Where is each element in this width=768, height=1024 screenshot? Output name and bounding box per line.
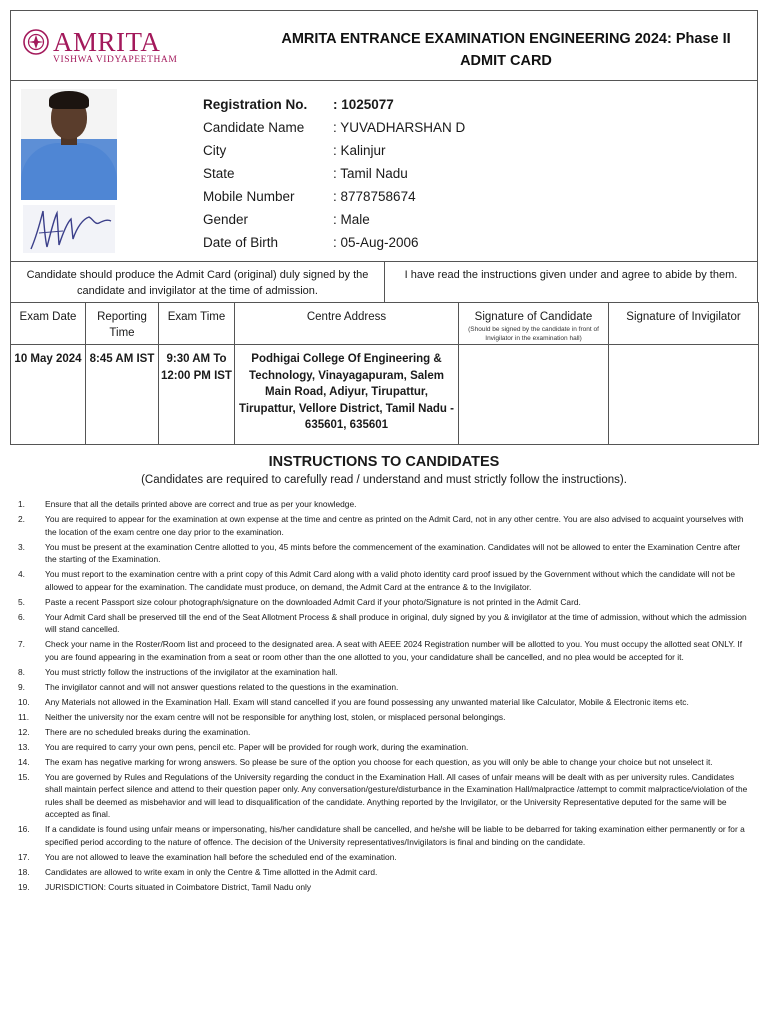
title-line-1: AMRITA ENTRANCE EXAMINATION ENGINEERING 2024: Phase II [281, 31, 731, 47]
list-item-number: 3. [18, 541, 25, 552]
logo-name: AMRITA [53, 27, 161, 57]
signature-candidate-note: (Should be signed by the candidate in front of Invigilator in the examination hall) [468, 326, 599, 342]
list-item-number: 14. [18, 756, 30, 767]
field-value: : 1025077 [333, 97, 394, 112]
list-item [18, 866, 748, 879]
field-label: Date of Birth [203, 235, 279, 250]
field-label: Registration No. [203, 97, 308, 112]
list-item-text: You are required to carry your own pens, pencil etc. Paper will be provided for rough work, during the examination. [45, 741, 469, 752]
list-item [18, 638, 748, 663]
candidate-signature-image [23, 205, 115, 253]
list-item-text: You are governed by Rules and Regulations of the University regarding the conduct in the Examination Hall. All cases of unfair means will be dealt with as per university rules. Candidates shall maintain perfect silence and attend to their question paper only. Any conversation/gesture/disturbance in the Examination Hall/malpractice /attempt to commit malpractice/violation of the rules shall be deemed as misbehavior and will lead to disqualification of the candidate. Anything reported by the Invigilator, or the University Representative deputed for the same will be accepted as final. [45, 771, 748, 819]
amrita-logo [23, 27, 183, 71]
signature-invigilator-cell [609, 345, 759, 445]
list-item [18, 596, 748, 609]
declaration-row [10, 261, 758, 303]
title-line-2: ADMIT CARD [460, 53, 552, 69]
instructions-subtitle: (Candidates are required to carefully read / understand and must strictly follow the instructions). [141, 474, 627, 486]
exam-date-cell: 10 May 2024 [11, 345, 86, 445]
list-item [18, 711, 748, 724]
list-item [18, 823, 748, 848]
list-item [18, 881, 748, 894]
field-value: : YUVADHARSHAN D [333, 120, 466, 135]
amrita-emblem-icon [23, 29, 49, 55]
list-item [18, 611, 748, 636]
field-label: City [203, 143, 227, 158]
list-item-number: 12. [18, 726, 30, 737]
list-item-number: 18. [18, 866, 30, 877]
field-value: : Male [333, 212, 370, 227]
list-item-text: Your Admit Card shall be preserved till the end of the Seat Allotment Process & shall produce in original, duly signed by you & invigilator at the time of admission, without which the admission will stand cancelled. [45, 611, 747, 634]
signature-candidate-cell [459, 345, 609, 445]
list-item-number: 6. [18, 611, 25, 622]
list-item [18, 541, 748, 566]
list-item-text: Any Materials not allowed in the Examination Hall. Exam will stand cancelled if you are found possessing any unwanted material like Calculator, Mobile & Electronic items etc. [45, 696, 689, 707]
list-item-text: You must strictly follow the instructions of the invigilator at the examination hall. [45, 666, 338, 677]
list-item-text: You must be present at the examination Centre allotted to you, 45 mints before the commencement of the examination. Candidates will not be allowed to enter the Examination Centre after the starting of the Examination. [45, 541, 741, 564]
list-item-number: 15. [18, 771, 30, 782]
list-item-number: 19. [18, 881, 30, 892]
field-value: : Kalinjur [333, 143, 386, 158]
field-label: Candidate Name [203, 120, 305, 135]
header-centre-address: Centre Address [235, 303, 459, 345]
list-item [18, 513, 748, 538]
list-item-text: You are not allowed to leave the examination hall before the scheduled end of the examination. [45, 851, 397, 862]
list-item-number: 4. [18, 569, 25, 579]
list-item-text: There are no scheduled breaks during the examination. [45, 726, 251, 737]
field-value: : 05-Aug-2006 [333, 235, 419, 250]
list-item [18, 726, 748, 739]
list-item [18, 741, 748, 754]
list-item-text: Candidates are allowed to write exam in only the Centre & Time allotted in the Admit card. [45, 866, 378, 877]
list-item-text: You must report to the examination centre with a print copy of this Admit Card along with a valid photo identity card proof issued by the Government without which the candidate will not be allowed to appear for the examination. The candidate must produce, on demand, the Admit Card at the entrance & to the Invigilator. [45, 569, 736, 592]
table-row [11, 345, 759, 445]
list-item-text: If a candidate is found using unfair means or impersonating, his/her candidature shall be cancelled, and he/she will be liable to be debarred for taking examination either permanently or for a specified period according to the nature of offence. The decision of the University representatives/Invigilators is final and binding on the candidate. [45, 824, 745, 847]
list-item-number: 7. [18, 639, 25, 649]
list-item-text: The exam has negative marking for wrong answers. So please be sure of the option you choose for each question, as you will only be able to change your choice but not unselect it. [45, 756, 713, 767]
field-value: : 8778758674 [333, 189, 416, 204]
list-item-number: 9. [18, 681, 25, 692]
instructions-title: INSTRUCTIONS TO CANDIDATES [268, 454, 500, 470]
candidate-info [10, 80, 758, 262]
list-item-number: 13. [18, 741, 30, 752]
list-item-number: 16. [18, 824, 30, 834]
header-signature-invigilator: Signature of Invigilator [609, 303, 759, 345]
list-item-number: 17. [18, 851, 30, 862]
header [10, 10, 758, 81]
centre-address-cell: Podhigai College Of Engineering & Technology, Vinayagapuram, Salem Main Road, Adiyur, Tirupattur, Tirupattur, Vellore District, Tamil Nadu - 635601, 635601 [235, 345, 459, 445]
list-item-text: Check your name in the Roster/Room list and proceed to the designated area. A seat with AEEE 2024 Registration number will be allotted to you. You must occupy the allotted seat ONLY. If you are found appearing in the examination from a seat or room other than the one allotted to you, your candidature shall be cancelled, and no plea would be accepted for it. [45, 639, 743, 662]
exam-time-cell: 9:30 AM To 12:00 PM IST [159, 345, 235, 445]
header-reporting-time: Reporting Time [86, 303, 159, 345]
header-signature-candidate-label: Signature of Candidate [474, 311, 593, 323]
list-item [18, 681, 748, 694]
list-item [18, 851, 748, 864]
list-item-text: Neither the university nor the exam centre will not be responsible for anything lost, stolen, or misplaced personal belongings. [45, 711, 506, 722]
list-item-text: You are required to appear for the examination at own expense at the time and centre as printed on the Admit Card, not in any other centre. You are also advised to acquaint yourselves with the location of the exam centre one day prior to the examination. [45, 514, 744, 537]
instructions-list [18, 498, 748, 896]
list-item-text: Ensure that all the details printed above are correct and true as per your knowledge. [45, 499, 357, 509]
declaration-agreement: I have read the instructions given under and agree to abide by them. [404, 269, 738, 281]
declaration-admission-note: Candidate should produce the Admit Card (original) duly signed by the candidate and invigilator at the time of admission. [11, 262, 385, 302]
field-label: Mobile Number [203, 189, 295, 204]
list-item-text: The invigilator cannot and will not answer questions related to the questions in the examination. [45, 681, 399, 692]
list-item-number: 2. [18, 514, 25, 524]
header-signature-candidate [459, 303, 609, 345]
header-exam-time: Exam Time [159, 303, 235, 345]
header-exam-date: Exam Date [11, 303, 86, 345]
list-item [18, 771, 748, 821]
exam-details-table [10, 302, 759, 445]
field-label: State [203, 166, 235, 181]
table-header-row [11, 303, 759, 345]
list-item-number: 1. [18, 499, 25, 509]
list-item [18, 666, 748, 679]
reporting-time-cell: 8:45 AM IST [86, 345, 159, 445]
field-value: : Tamil Nadu [333, 166, 408, 181]
field-label: Gender [203, 212, 249, 227]
list-item-number: 5. [18, 596, 25, 607]
list-item [18, 498, 748, 511]
list-item-number: 8. [18, 666, 25, 677]
list-item-text: JURISDICTION: Courts situated in Coimbatore District, Tamil Nadu only [45, 881, 312, 892]
list-item [18, 568, 748, 593]
page-title [261, 28, 751, 72]
logo-subtitle: VISHWA VIDYAPEETHAM [53, 55, 178, 65]
list-item [18, 756, 748, 769]
candidate-photo [21, 89, 117, 200]
list-item [18, 696, 748, 709]
list-item-number: 10. [18, 696, 30, 707]
list-item-text: Paste a recent Passport size colour photograph/signature on the downloaded Admit Card if your photo/Signature is not printed in the Admit Card. [45, 596, 581, 607]
list-item-number: 11. [18, 711, 30, 722]
